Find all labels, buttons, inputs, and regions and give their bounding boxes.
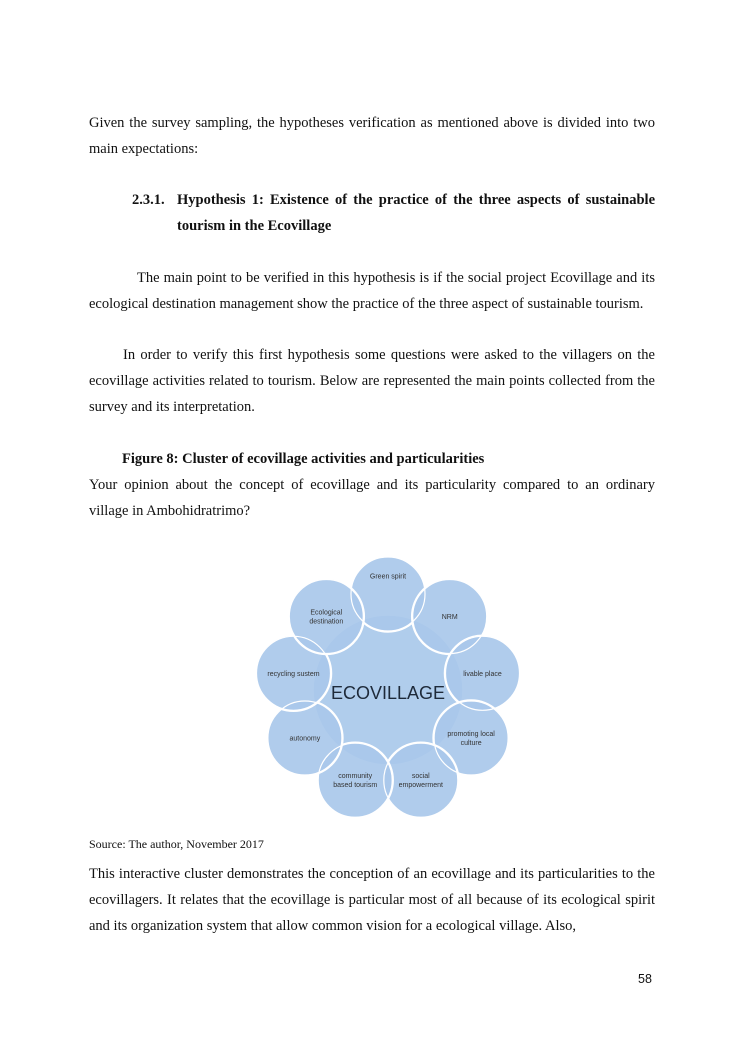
cluster-node-label: NRM: [441, 614, 458, 621]
paragraph-3: This interactive cluster demonstrates the conception of an ecovillage and its particularities to the ecovillagers. It relates that the ecovillage is particular most of all because of its ecological spirit and its organization system that allow common vision for a ecological village. Also,: [89, 866, 655, 934]
cluster-node-label: social empowerment: [398, 773, 443, 790]
cluster-node-label: promoting local culture: [447, 731, 495, 747]
page-number: 58: [638, 972, 652, 986]
cluster-node-label: Ecological destination: [309, 609, 344, 626]
cluster-node-label: autonomy: [289, 735, 321, 743]
cluster-node-circle: [288, 579, 364, 655]
figure-title: Figure 8: Cluster of ecovillage activities and particularities: [122, 451, 485, 467]
figure-source: Source: The author, November 2017: [89, 837, 264, 851]
paragraph-2: In order to verify this first hypothesis some questions were asked to the villagers on the ecovillage activities related to tourism. Below are represented the main points collected from the survey and its interpretation.: [89, 347, 655, 415]
cluster-node-label: community based tourism: [333, 773, 378, 790]
cluster-node-label: recycling sustem: [267, 670, 320, 678]
intro-paragraph: Given the survey sampling, the hypotheses verification as mentioned above is divided into two main expectations:: [89, 115, 655, 157]
section-title: Hypothesis 1: Existence of the practice of the three aspects of sustainable tourism in the Ecovillage: [177, 192, 655, 234]
figure-question: Your opinion about the concept of ecovillage and its particularity compared to an ordinary village in Ambohidratrimo?: [89, 477, 655, 519]
center-label: ECOVILLAGE: [330, 683, 446, 703]
paragraph-1: The main point to be verified in this hypothesis is if the social project Ecovillage and its ecological destination management show the practice of the three aspect of sustainable tourism.: [89, 270, 655, 312]
section-number: 2.3.1.: [132, 192, 165, 208]
cluster-node-label: livable place: [463, 670, 502, 678]
cluster-node-label: Green spirit: [369, 573, 407, 581]
